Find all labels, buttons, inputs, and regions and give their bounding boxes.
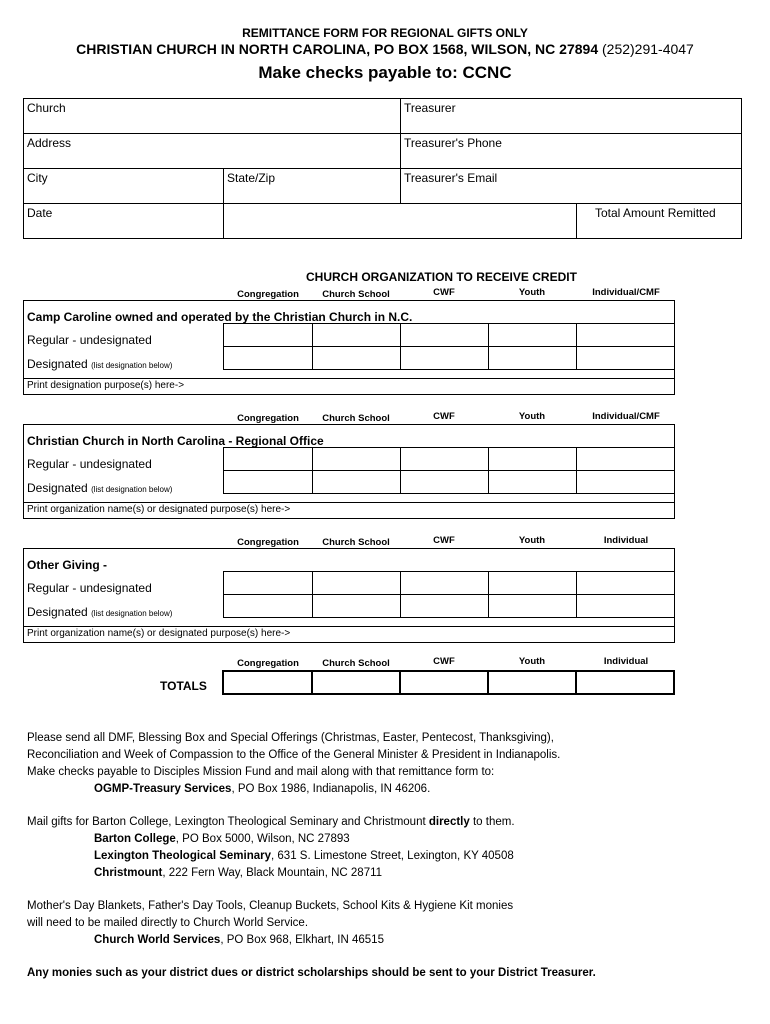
- col-individual-cmf: Individual/CMF: [592, 287, 660, 298]
- state-zip-field[interactable]: [223, 168, 401, 204]
- treasurer-email-label: Treasurer's Email: [404, 171, 498, 185]
- organization-credit-title: CHURCH ORGANIZATION TO RECEIVE CREDIT: [306, 270, 577, 284]
- date-spacer: [223, 203, 577, 239]
- direct-mail-instructions: [27, 814, 515, 882]
- row-regular-label: Regular - undesignated: [27, 333, 152, 347]
- total-remitted-field[interactable]: [576, 203, 742, 239]
- row-regular-label: Regular - undesignated: [27, 457, 152, 471]
- s3-designated-church-school-input[interactable]: [312, 594, 401, 618]
- s2-designated-individual-input[interactable]: [576, 470, 675, 494]
- total-remitted-label: Total Amount Remitted: [595, 206, 716, 220]
- organization-address: [0, 41, 770, 57]
- s1-designated-congregation-input[interactable]: [223, 346, 313, 370]
- col-youth: Youth: [518, 287, 546, 298]
- s3-regular-youth-input[interactable]: [488, 571, 577, 595]
- s1-designated-youth-input[interactable]: [488, 346, 577, 370]
- dmf-line-1: Please send all DMF, Blessing Box and Special Offerings (Christmas, Easter, Pentecost, Thanksgiving),: [27, 732, 554, 744]
- direct-mail-text-post: to them.: [469, 816, 515, 828]
- s2-regular-cwf-input[interactable]: [400, 447, 489, 471]
- barton-address: [27, 831, 515, 848]
- print-note: Print organization name(s) or designated purpose(s) here->: [27, 628, 291, 639]
- s1-designated-individual-input[interactable]: [576, 346, 675, 370]
- row-designated-label: [27, 605, 172, 619]
- date-field[interactable]: [23, 203, 224, 239]
- direct-mail-emphasis: directly: [428, 816, 470, 828]
- city-label: City: [27, 171, 48, 185]
- ogmp-name: OGMP-Treasury Services: [94, 783, 232, 795]
- s1-designated-cwf-input[interactable]: [400, 346, 489, 370]
- total-cwf-input[interactable]: [399, 670, 489, 695]
- christmount-name: Christmount: [94, 867, 163, 879]
- s1-designated-church-school-input[interactable]: [312, 346, 401, 370]
- organization-phone: (252)291-4047: [602, 41, 694, 57]
- treasurer-email-field[interactable]: [400, 168, 742, 204]
- designated-text: Designated: [27, 357, 88, 371]
- s2-designated-congregation-input[interactable]: [223, 470, 313, 494]
- payable-instruction: Make checks payable to: CCNC: [258, 63, 512, 82]
- ogmp-address: [27, 781, 560, 798]
- cws-name: Church World Services: [94, 934, 221, 946]
- district-treasurer-note: Any monies such as your district dues or district scholarships should be sent to your District Treasurer.: [27, 967, 596, 979]
- lexington-name: Lexington Theological Seminary: [94, 850, 272, 862]
- lexington-address-text: , 631 S. Limestone Street, Lexington, KY 40508: [271, 850, 514, 862]
- barton-name: Barton College: [94, 833, 176, 845]
- organization-address-text: CHRISTIAN CHURCH IN NORTH CAROLINA, PO BOX 1568, WILSON, NC 27894: [76, 41, 599, 57]
- total-individual-input[interactable]: [575, 670, 675, 695]
- s2-regular-youth-input[interactable]: [488, 447, 577, 471]
- col-cwf: CWF: [433, 656, 455, 667]
- row-regular-label: Regular - undesignated: [27, 581, 152, 595]
- print-note: Print designation purpose(s) here->: [27, 380, 185, 391]
- s2-regular-congregation-input[interactable]: [223, 447, 313, 471]
- lexington-address: [27, 848, 515, 865]
- form-title: REMITTANCE FORM FOR REGIONAL GIFTS ONLY: [242, 26, 528, 40]
- s3-designated-cwf-input[interactable]: [400, 594, 489, 618]
- s2-designated-youth-input[interactable]: [488, 470, 577, 494]
- direct-mail-line: [27, 814, 515, 831]
- total-church-school-input[interactable]: [311, 670, 401, 695]
- dmf-line-3: Make checks payable to Disciples Mission Fund and mail along with that remittance form to:: [27, 766, 495, 778]
- cws-address-text: , PO Box 968, Elkhart, IN 46515: [220, 934, 384, 946]
- designated-note: (list designation below): [91, 485, 173, 494]
- church-field[interactable]: [23, 98, 401, 134]
- s1-regular-youth-input[interactable]: [488, 323, 577, 347]
- city-field[interactable]: [23, 168, 224, 204]
- s3-designated-youth-input[interactable]: [488, 594, 577, 618]
- s2-designated-cwf-input[interactable]: [400, 470, 489, 494]
- s2-regular-individual-input[interactable]: [576, 447, 675, 471]
- section-title: Other Giving -: [27, 558, 108, 572]
- col-church-school: Church School: [322, 658, 390, 669]
- christmount-address: [27, 865, 515, 882]
- state-zip-label: State/Zip: [227, 171, 276, 185]
- treasurer-label: Treasurer: [404, 101, 456, 115]
- totals-label: TOTALS: [160, 679, 207, 693]
- row-designated-label: [27, 481, 172, 495]
- col-individual: Individual: [603, 656, 649, 667]
- designated-text: Designated: [27, 481, 88, 495]
- divider: [24, 378, 674, 379]
- treasurer-phone-field[interactable]: [400, 133, 742, 169]
- col-congregation: Congregation: [237, 413, 299, 424]
- col-church-school: Church School: [322, 537, 390, 548]
- church-label: Church: [27, 101, 66, 115]
- direct-mail-text-pre: Mail gifts for Barton College, Lexington Theological Seminary and Christmount: [27, 816, 429, 828]
- s3-regular-church-school-input[interactable]: [312, 571, 401, 595]
- col-church-school: Church School: [322, 289, 390, 300]
- s3-regular-congregation-input[interactable]: [223, 571, 313, 595]
- print-note: Print organization name(s) or designated purpose(s) here->: [27, 504, 291, 515]
- col-congregation: Congregation: [237, 289, 299, 300]
- col-individual: Individual: [603, 535, 649, 546]
- s1-regular-church-school-input[interactable]: [312, 323, 401, 347]
- cws-line-1: Mother's Day Blankets, Father's Day Tools, Cleanup Buckets, School Kits & Hygiene Kit monies: [27, 900, 514, 912]
- total-congregation-input[interactable]: [222, 670, 313, 695]
- divider: [24, 626, 674, 627]
- cws-address: [27, 932, 513, 949]
- s2-designated-church-school-input[interactable]: [312, 470, 401, 494]
- col-youth: Youth: [518, 535, 546, 546]
- s1-regular-congregation-input[interactable]: [223, 323, 313, 347]
- col-church-school: Church School: [322, 413, 390, 424]
- barton-address-text: , PO Box 5000, Wilson, NC 27893: [175, 833, 350, 845]
- col-congregation: Congregation: [237, 658, 299, 669]
- date-label: Date: [27, 206, 53, 220]
- col-individual-cmf: Individual/CMF: [592, 411, 660, 422]
- dmf-instructions: [27, 730, 560, 798]
- designated-note: (list designation below): [91, 609, 173, 618]
- s3-regular-cwf-input[interactable]: [400, 571, 489, 595]
- col-cwf: CWF: [433, 411, 455, 422]
- row-designated-label: [27, 357, 172, 371]
- cws-line-2: will need to be mailed directly to Church World Service.: [27, 917, 309, 929]
- address-field[interactable]: [23, 133, 401, 169]
- s2-regular-church-school-input[interactable]: [312, 447, 401, 471]
- ogmp-address-text: , PO Box 1986, Indianapolis, IN 46206.: [231, 783, 431, 795]
- section-title: Christian Church in North Carolina - Regional Office: [27, 434, 324, 448]
- divider: [24, 502, 674, 503]
- dmf-line-2: Reconciliation and Week of Compassion to the Office of the General Minister & President in Indianapolis.: [27, 749, 561, 761]
- treasurer-field[interactable]: [400, 98, 742, 134]
- treasurer-phone-label: Treasurer's Phone: [404, 136, 502, 150]
- col-cwf: CWF: [433, 287, 455, 298]
- cws-instructions: [27, 898, 513, 949]
- col-youth: Youth: [518, 656, 546, 667]
- s3-regular-individual-input[interactable]: [576, 571, 675, 595]
- designated-note: (list designation below): [91, 361, 173, 370]
- christmount-address-text: , 222 Fern Way, Black Mountain, NC 28711: [162, 867, 383, 879]
- col-congregation: Congregation: [237, 537, 299, 548]
- s1-regular-individual-input[interactable]: [576, 323, 675, 347]
- col-cwf: CWF: [433, 535, 455, 546]
- s1-regular-cwf-input[interactable]: [400, 323, 489, 347]
- s3-designated-individual-input[interactable]: [576, 594, 675, 618]
- total-youth-input[interactable]: [487, 670, 577, 695]
- designated-text: Designated: [27, 605, 88, 619]
- s3-designated-congregation-input[interactable]: [223, 594, 313, 618]
- col-youth: Youth: [518, 411, 546, 422]
- section-title: Camp Caroline owned and operated by the Christian Church in N.C.: [27, 310, 413, 324]
- address-label: Address: [27, 136, 72, 150]
